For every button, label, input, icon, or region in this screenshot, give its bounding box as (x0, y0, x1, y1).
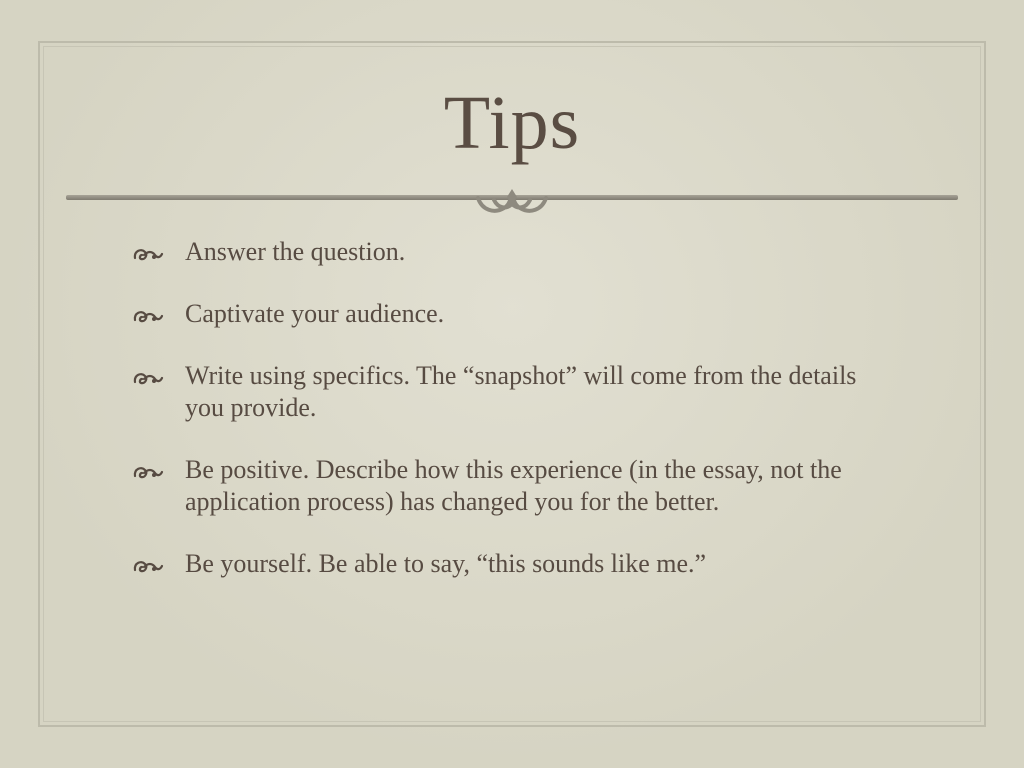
fleuron-icon (132, 463, 164, 481)
list-item (132, 454, 892, 518)
tip-text: Write using specifics. The “snapshot” will come from the details you provide. (185, 361, 857, 422)
fleuron-icon (132, 245, 164, 263)
list-item (132, 236, 892, 268)
fleuron-icon (132, 307, 164, 325)
tip-text: Be positive. Describe how this experience (in the essay, not the application process) has changed you for the better. (185, 455, 842, 516)
fleuron-icon (132, 557, 164, 575)
tip-text: Be yourself. Be able to say, “this sounds like me.” (185, 549, 707, 578)
tip-text: Answer the question. (185, 237, 406, 266)
list-item (132, 548, 892, 580)
fleuron-icon (132, 369, 164, 387)
tip-text: Captivate your audience. (185, 299, 445, 328)
ornamental-divider (66, 186, 958, 226)
slide-title: Tips (443, 81, 581, 165)
tips-list (132, 236, 892, 610)
list-item (132, 298, 892, 330)
list-item (132, 360, 892, 424)
